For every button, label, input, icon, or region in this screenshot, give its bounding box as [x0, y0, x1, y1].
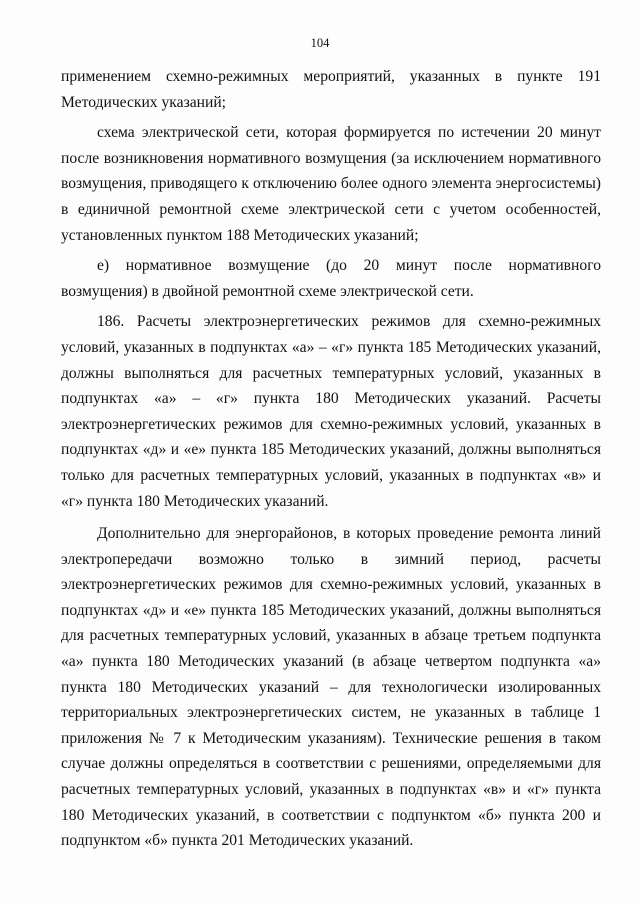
document-body: [61, 64, 601, 854]
paragraph-continuation: применением схемно-режимных мероприятий, указанных в пункте 191 Методических указаний;: [61, 68, 601, 111]
paragraph-network-scheme: схема электрической сети, которая формируется по истечении 20 минут после возникновения нормативного возмущения (за исключением нормативного возмущения, приводящего к отключению более одного элемента энергосистемы) в единичной ремонтной схеме электрической сети с учетом особенностей, установленных пунктом 188 Методических указаний;: [61, 124, 601, 244]
paragraph-additional: Дополнительно для энергорайонов, в которых проведение ремонта линий электропередачи возможно только в зимний период, расчеты электроэнергетических режимов для схемно-режимных условий, указанных в подпунктах «д» и «е» пункта 185 Методических указаний, должны выполняться для расчетных температурных условий, указанных в абзаце третьем подпункта «а» пункта 180 Методических указаний (в абзаце четвертом подпункта «а» пункта 180 Методических указаний – для технологически изолированных территориальных электроэнергетических систем, не указанных в таблице 1 приложения № 7 к Методическим указаниям). Технические решения в таком случае должны определяться в соответствии с решениями, определяемыми для расчетных температурных условий, указанных в подпунктах «в» и «г» пункта 180 Методических указаний, в соответствии с подпунктом «б» пункта 200 и подпунктом «б» пункта 201 Методических указаний.: [61, 525, 601, 850]
paragraph-186: 186. Расчеты электроэнергетических режимов для схемно-режимных условий, указанных в подпунктах «а» – «г» пункта 185 Методических указаний, должны выполняться для расчетных температурных условий, указанных в подпунктах «а» – «г» пункта 180 Методических указаний. Расчеты электроэнергетических режимов для схемно-режимных условий, указанных в подпунктах «д» и «е» пункта 185 Методических указаний, должны выполняться только для расчетных температурных условий, указанных в подпунктах «в» и «г» пункта 180 Методических указаний.: [61, 313, 601, 510]
paragraph-item-e: е) нормативное возмущение (до 20 минут после нормативного возмущения) в двойной ремонтной схеме электрической сети.: [61, 257, 601, 300]
page-number: 104: [310, 36, 330, 50]
